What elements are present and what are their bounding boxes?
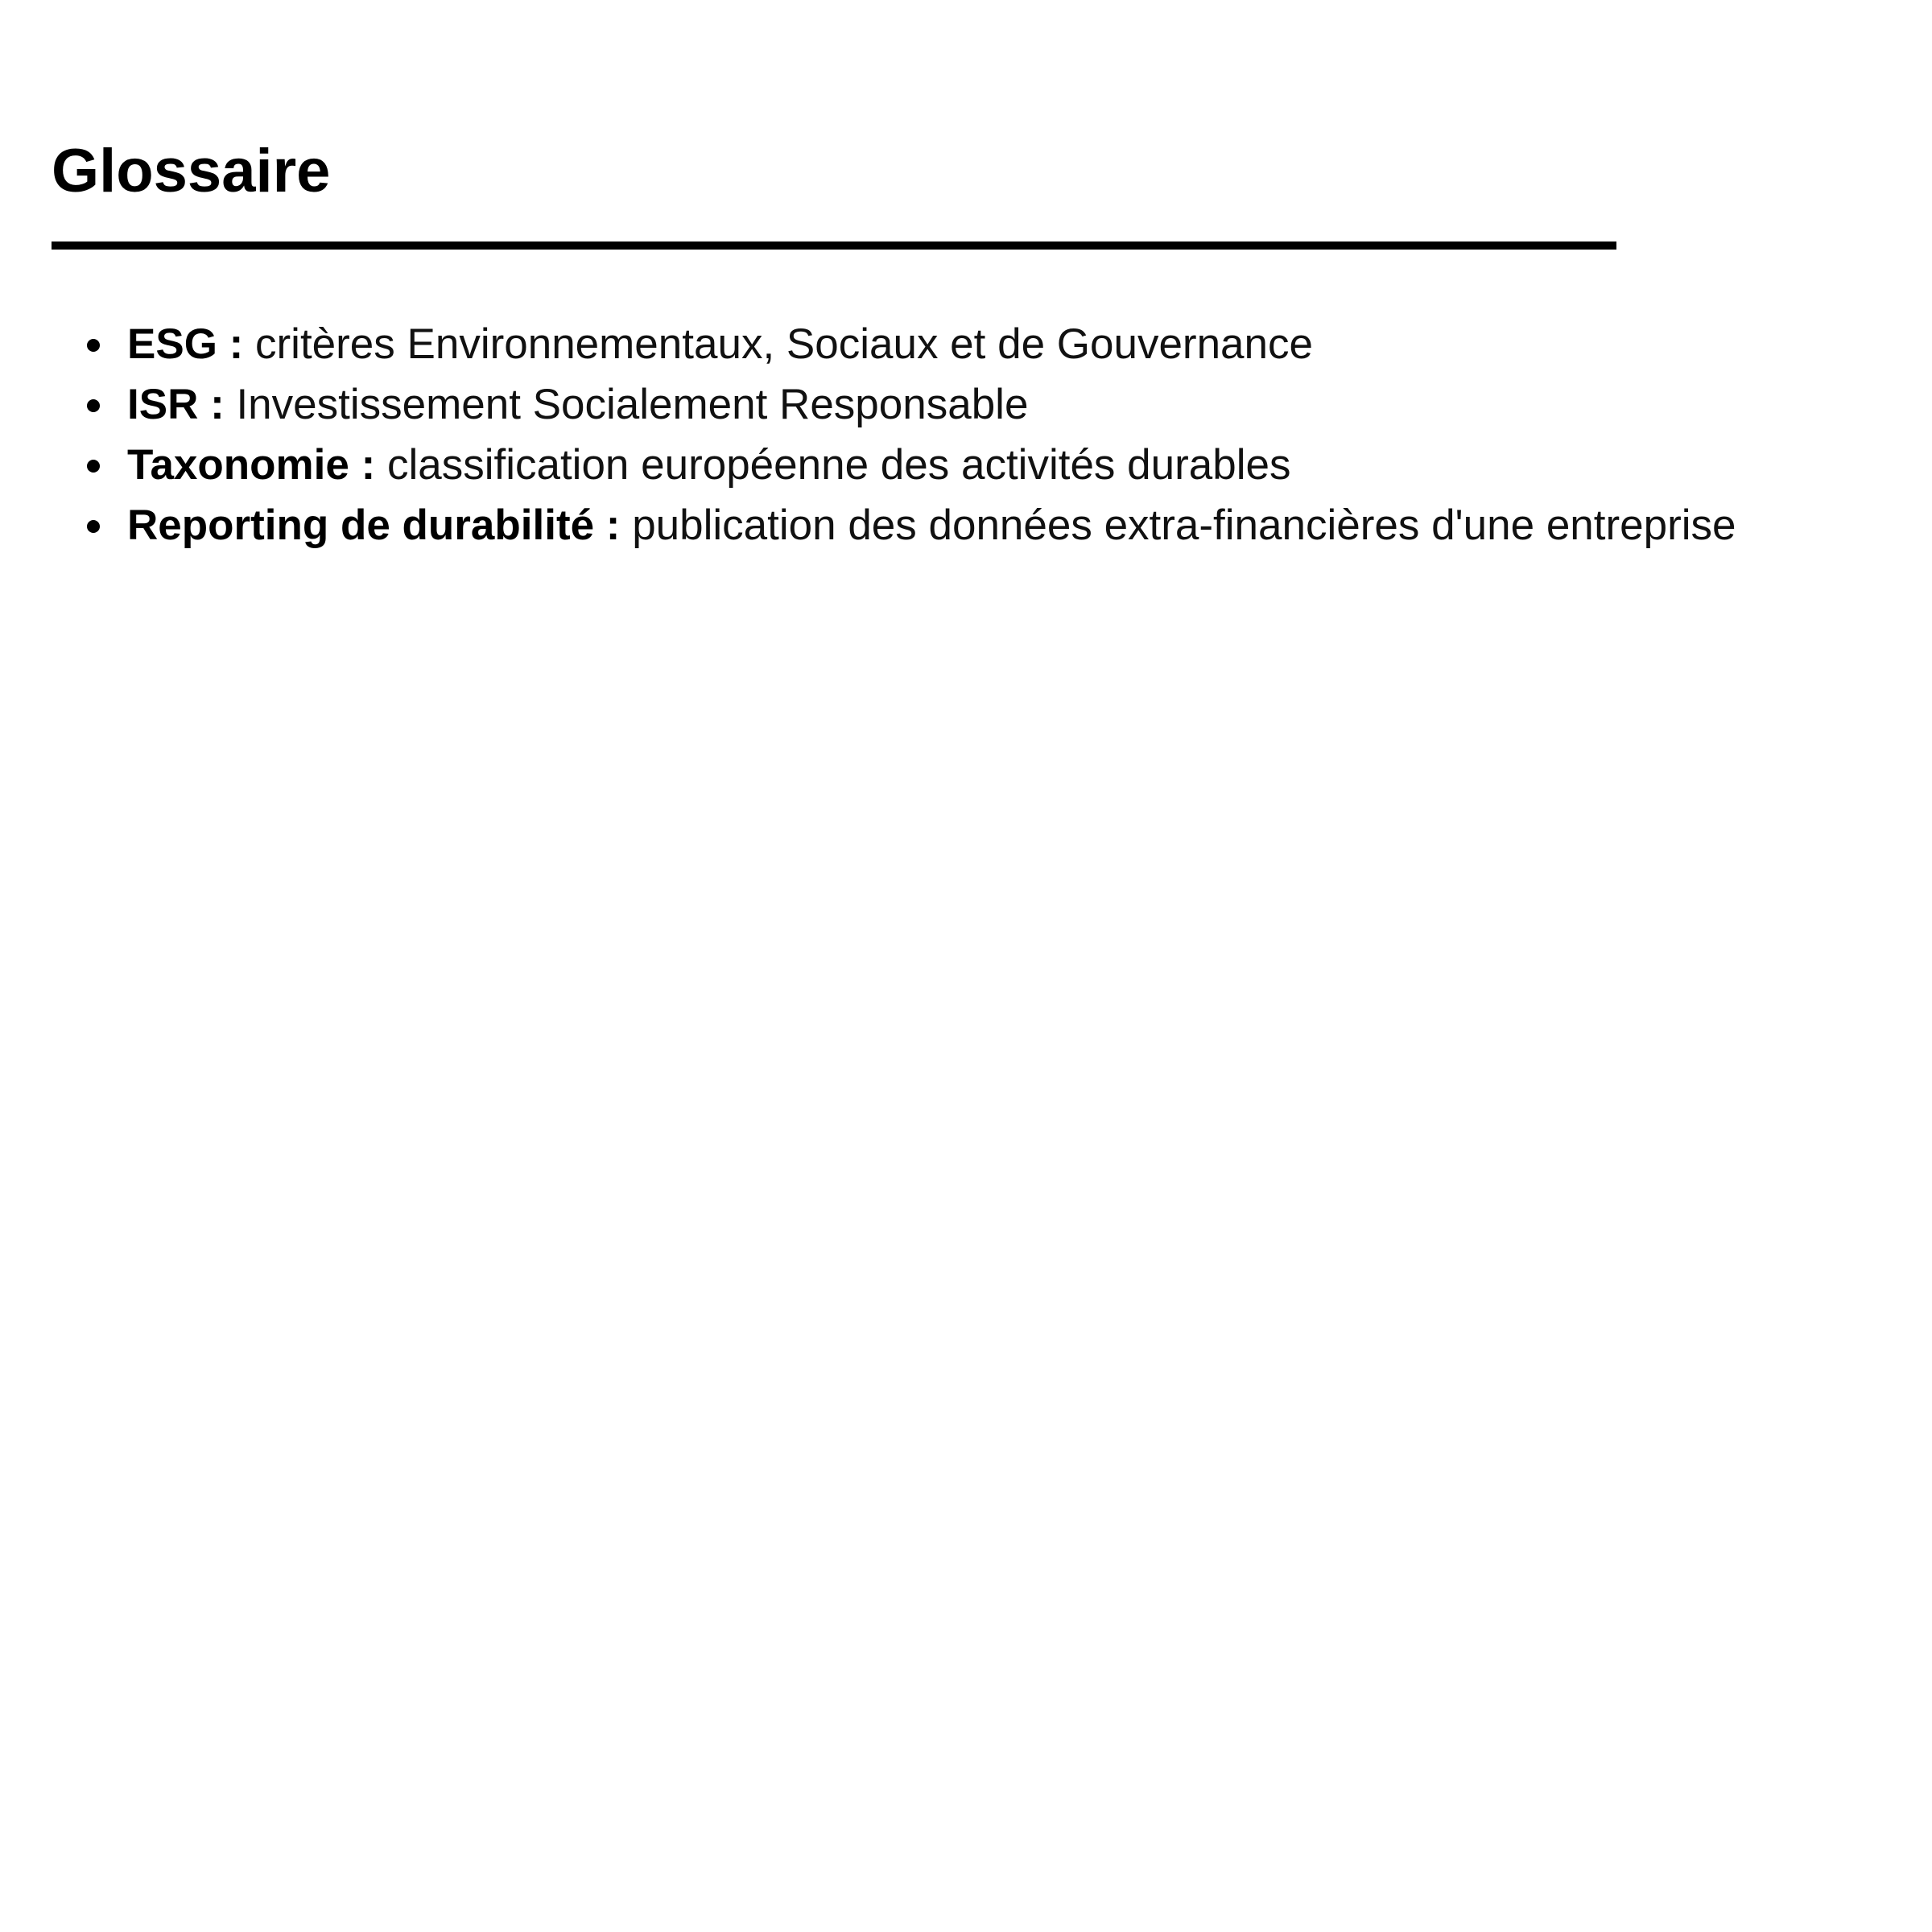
glossary-item-esg	[52, 314, 1903, 374]
glossary-item-reporting	[52, 495, 1903, 555]
bullet-icon	[87, 339, 100, 352]
glossary-item-taxonomie	[52, 435, 1903, 495]
glossary-term: ISR :	[127, 381, 237, 428]
bullet-icon	[87, 460, 100, 473]
document-page	[52, 0, 1903, 555]
glossary-term: ESG :	[127, 320, 256, 368]
glossary-definition: Investissement Socialement Responsable	[236, 381, 1029, 428]
page-title: Glossaire	[52, 137, 331, 205]
glossary-item-isr	[52, 374, 1903, 435]
title-underline	[52, 242, 1616, 250]
bullet-icon	[87, 520, 100, 533]
glossary-definition: critères Environnementaux, Sociaux et de Gouvernance	[255, 320, 1313, 368]
glossary-term: Taxonomie :	[127, 441, 387, 489]
glossary-list	[52, 314, 1903, 555]
bullet-icon	[87, 399, 100, 412]
glossary-definition: classification européenne des activités durables	[386, 441, 1291, 489]
glossary-term: Reporting de durabilité :	[127, 502, 633, 549]
glossary-definition: publication des données extra-financières d'une entreprise	[632, 502, 1736, 549]
